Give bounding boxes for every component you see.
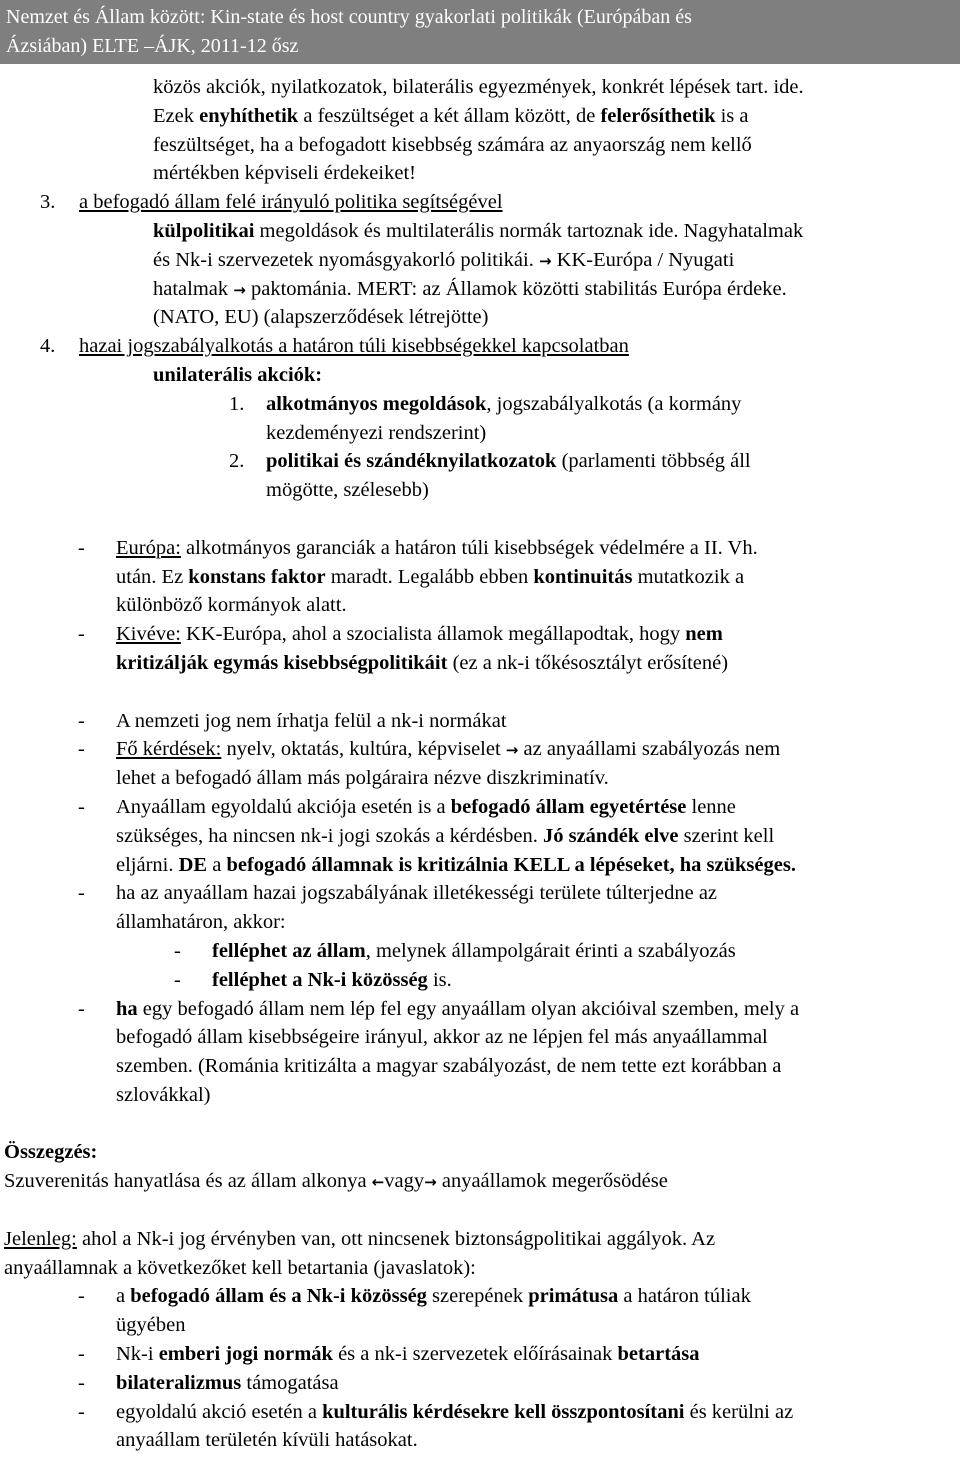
text-line: államhatáron, akkor: [116, 911, 286, 934]
bullet-item: - Anyaállam egyoldalú akciója esetén is a befogadó állam egyetértése lenne [78, 795, 736, 818]
list-item-4 [0, 332, 960, 361]
bullet-item: - egyoldalú akció esetén a kulturális kérdésekre kell összpontosítani és kerülni az [78, 1400, 794, 1423]
text-line: közös akciók, nyilatkozatok, bilaterális egyezmények, konkrét lépések tart. ide. [153, 76, 804, 98]
text-line: (NATO, EU) (alapszerződések létrejötte) [153, 306, 489, 329]
text-line: lehet a befogadó állam más polgáraira nézve diszkriminatív. [116, 767, 609, 790]
text-line: anyaállam területén kívüli hatásokat. [116, 1429, 418, 1452]
text-line: mértékben képviseli érdekeiket! [153, 162, 416, 185]
sublist-item-1: 1. alkotmányos megoldások, jogszabályalkotás (a kormány [229, 392, 742, 415]
bullet-item: - a befogadó állam és a Nk-i közösség szerepének primátusa a határon túliak [78, 1285, 751, 1308]
text-line: szlovákkal) [116, 1083, 211, 1106]
text-line: hatalmak → paktománia. MERT: az Államok közötti stabilitás Európa érdeke. [153, 277, 787, 300]
list-item-3 [0, 188, 960, 217]
text-line: befogadó állam kisebbségeire irányul, akkor az ne lépjen fel más anyaállammal [116, 1026, 768, 1049]
bullet-item: - ha egy befogadó állam nem lép fel egy anyaállam olyan akcióival szemben, mely a [78, 997, 800, 1020]
sub-bullet-item: - felléphet az állam, melynek állampolgárait érinti a szabályozás [174, 939, 736, 962]
bullet-item: - Európa: alkotmányos garanciák a határon túli kisebbségek védelmére a II. Vh. [78, 536, 758, 559]
bullet-item: - Nk-i emberi jogi normák és a nk-i szervezetek előírásainak betartása [78, 1343, 700, 1366]
text-line: mögötte, szélesebb) [266, 479, 429, 502]
bullet-item: - Fő kérdések: nyelv, oktatás, kultúra, képviselet → az anyaállami szabályozás nem [78, 738, 781, 761]
header-line-2: Ázsiában) ELTE –ÁJK, 2011-12 ősz [6, 35, 299, 57]
subheading: unilaterális akciók: [153, 363, 323, 386]
text-line: után. Ez konstans faktor maradt. Legalább ebben kontinuitás mutatkozik a [116, 565, 745, 588]
document-body [0, 73, 960, 1455]
text-line: ügyében [116, 1314, 186, 1337]
arrow-right-icon: → [233, 280, 246, 299]
bullet-item: - Kivéve: KK-Európa, ahol a szocialista államok megállapodtak, hogy nem [78, 623, 723, 646]
arrow-left-icon: ← [371, 1173, 385, 1192]
list-item-title: hazai jogszabályalkotás a határon túli kisebbségekkel kapcsolatban [79, 335, 629, 358]
text-line: Ezek enyhíthetik a feszültséget a két állam között, de felerősíthetik is a [153, 104, 749, 127]
text-line: külpolitikai megoldások és multilaterális normák tartoznak ide. Nagyhatalmak [153, 219, 804, 242]
summary-text: Szuverenitás hanyatlása és az állam alkonya ←vagy→ anyaállamok megerősödése [4, 1170, 668, 1193]
summary-heading: Összegzés: [4, 1141, 98, 1164]
text-line: kezdeményezi rendszerint) [266, 421, 487, 444]
text-line: anyaállamnak a következőket kell betartania (javaslatok): [4, 1256, 476, 1279]
list-number: 3. [40, 191, 56, 214]
text-line: feszültséget, ha a befogadott kisebbség számára az anyaország nem kellő [153, 133, 752, 156]
bullet-item: - bilateralizmus támogatása [78, 1371, 339, 1394]
text-line: kritizálják egymás kisebbségpolitikáit (ez a nk-i tőkésosztályt erősítené) [116, 651, 729, 674]
text-line: Jelenleg: ahol a Nk-i jog érvényben van, ott nincsenek biztonságpolitikai aggályok. Az [4, 1227, 716, 1250]
text-line: és Nk-i szervezetek nyomásgyakorló politikái. → KK-Európa / Nyugati [153, 248, 735, 271]
page-header [0, 0, 960, 64]
arrow-right-icon: → [538, 251, 552, 270]
text-line: szükséges, ha nincsen nk-i jogi szokás a kérdésben. Jó szándék elve szerint kell [116, 824, 775, 847]
text-line: szemben. (Románia kritizálta a magyar szabályozást, de nem tette ezt korábban a [116, 1055, 782, 1078]
bullet-item: - ha az anyaállam hazai jogszabályának illetékességi területe túlterjedne az [78, 882, 718, 905]
list-number: 4. [40, 335, 56, 358]
sub-bullet-item: - felléphet a Nk-i közösség is. [174, 968, 452, 991]
text-line: eljárni. DE a befogadó államnak is kritizálnia KELL a lépéseket, ha szükséges. [116, 853, 796, 876]
list-item-title: a befogadó állam felé irányuló politika segítségével [79, 191, 503, 214]
sublist-item-2: 2. politikai és szándéknyilatkozatok (parlamenti többség áll [229, 450, 751, 473]
bullet-item: - A nemzeti jog nem írhatja felül a nk-i normákat [78, 709, 507, 732]
arrow-right-icon: → [424, 1173, 437, 1192]
header-line-1: Nemzet és Állam között: Kin-state és host country gyakorlati politikák (Európában és [6, 6, 692, 28]
text-line: különböző kormányok alatt. [116, 594, 347, 617]
arrow-right-icon: → [505, 741, 519, 760]
